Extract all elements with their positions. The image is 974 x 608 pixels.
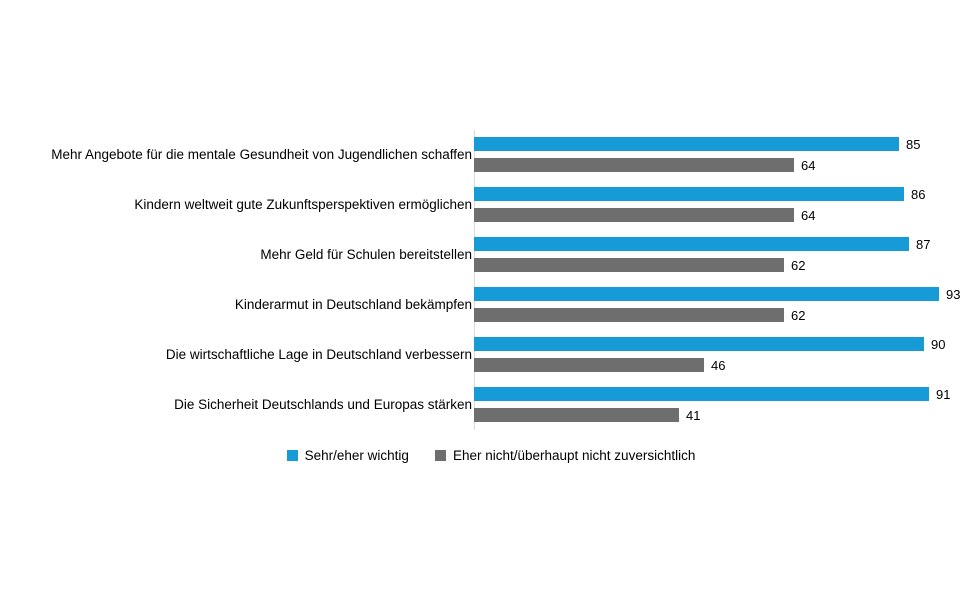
bar-value-label: 85	[906, 136, 921, 152]
legend-label: Eher nicht/überhaupt nicht zuversichtlich	[452, 448, 696, 463]
bar-sehr-eher-wichtig	[474, 137, 899, 151]
legend-swatch-icon	[435, 450, 446, 461]
bar-group	[474, 230, 974, 280]
bar-eher-nicht-zuversichtlich	[474, 408, 679, 422]
plot-area	[0, 130, 974, 430]
bar-item	[474, 258, 805, 272]
chart-row	[0, 130, 974, 180]
bar-eher-nicht-zuversichtlich	[474, 208, 794, 222]
bar-group	[474, 130, 974, 180]
bar-item	[474, 137, 920, 151]
bar-eher-nicht-zuversichtlich	[474, 308, 784, 322]
category-label: Die wirtschaftliche Lage in Deutschland verbessern	[165, 346, 472, 362]
legend-swatch-icon	[287, 450, 298, 461]
bar-value-label: 91	[936, 386, 951, 402]
bar-sehr-eher-wichtig	[474, 337, 924, 351]
bar-value-label: 86	[911, 186, 926, 202]
bar-item	[474, 408, 700, 422]
chart-row	[0, 380, 974, 430]
bar-group	[474, 330, 974, 380]
category-label: Kinderarmut in Deutschland bekämpfen	[234, 296, 472, 312]
bar-value-label: 62	[791, 257, 806, 273]
chart-legend	[0, 448, 974, 463]
bar-group	[474, 380, 974, 430]
legend-item-eher-nicht-zuversichtlich	[435, 448, 695, 463]
bar-value-label: 87	[916, 236, 931, 252]
bar-eher-nicht-zuversichtlich	[474, 358, 704, 372]
bar-value-label: 62	[791, 307, 806, 323]
bar-item	[474, 208, 815, 222]
bar-item	[474, 187, 925, 201]
bar-value-label: 93	[946, 286, 961, 302]
bar-value-label: 64	[801, 207, 816, 223]
legend-label: Sehr/eher wichtig	[304, 448, 409, 463]
chart-row	[0, 330, 974, 380]
bar-value-label: 46	[711, 357, 726, 373]
category-label: Mehr Geld für Schulen bereitstellen	[260, 246, 472, 262]
category-label: Kindern weltweit gute Zukunftsperspektiven ermöglichen	[134, 196, 472, 212]
chart-row	[0, 180, 974, 230]
chart-row	[0, 280, 974, 330]
chart-row	[0, 230, 974, 280]
bar-sehr-eher-wichtig	[474, 387, 929, 401]
bar-item	[474, 158, 815, 172]
bar-value-label: 41	[686, 407, 701, 423]
bar-value-label: 64	[801, 157, 816, 173]
bar-item	[474, 387, 950, 401]
bar-group	[474, 280, 974, 330]
bar-item	[474, 287, 960, 301]
legend-item-sehr-eher-wichtig	[287, 448, 409, 463]
bar-eher-nicht-zuversichtlich	[474, 258, 784, 272]
bar-value-label: 90	[931, 336, 946, 352]
bar-sehr-eher-wichtig	[474, 237, 909, 251]
category-label: Die Sicherheit Deutschlands und Europas stärken	[174, 396, 472, 412]
category-label: Mehr Angebote für die mentale Gesundheit von Jugendlichen schaffen	[51, 146, 472, 162]
bar-item	[474, 337, 945, 351]
bar-item	[474, 308, 805, 322]
bar-sehr-eher-wichtig	[474, 187, 904, 201]
bar-sehr-eher-wichtig	[474, 287, 939, 301]
bar-item	[474, 237, 930, 251]
bar-eher-nicht-zuversichtlich	[474, 158, 794, 172]
bar-item	[474, 358, 725, 372]
bar-group	[474, 180, 974, 230]
